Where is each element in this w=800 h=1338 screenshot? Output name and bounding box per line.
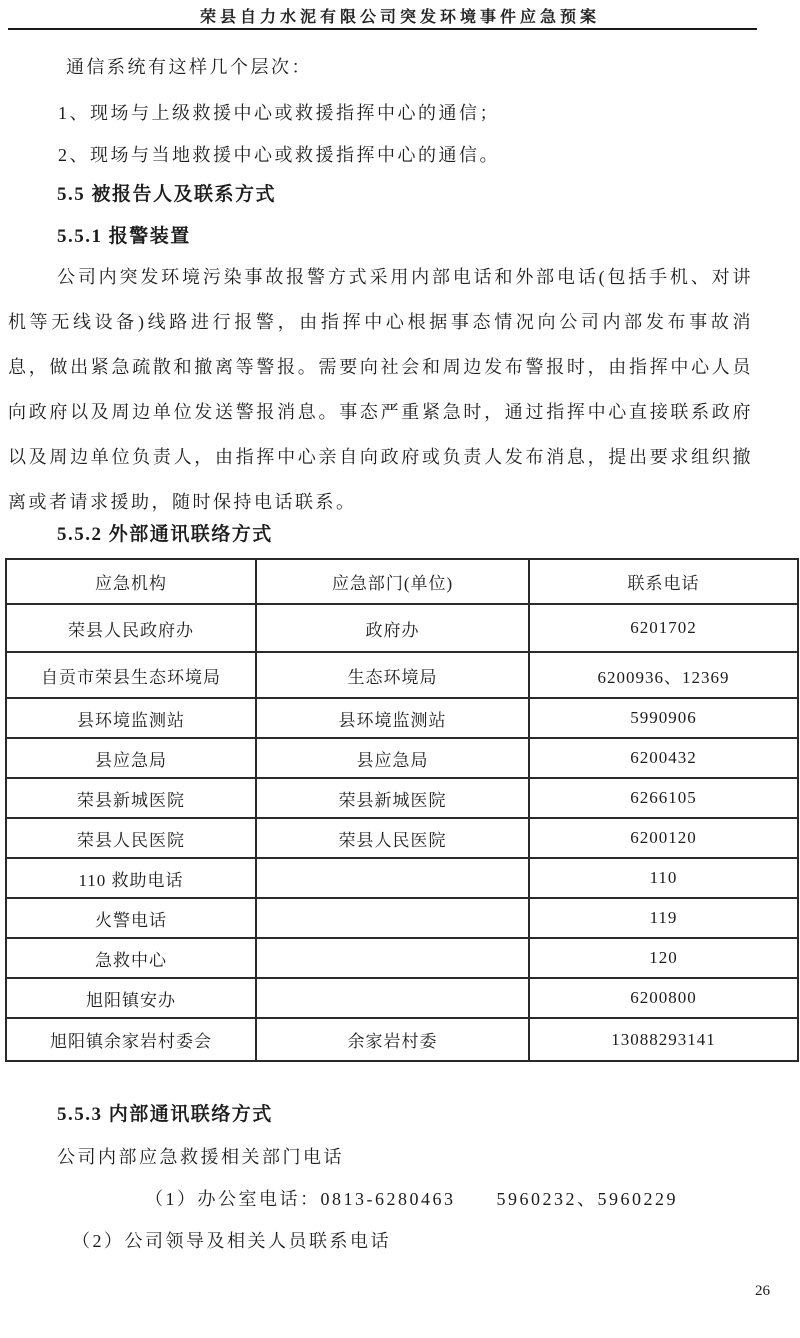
table-row [6, 938, 798, 978]
table-cell: 荣县人民政府办 [6, 604, 256, 652]
table-row [6, 698, 798, 738]
page-number: 26 [755, 1283, 770, 1299]
table-header-department: 应急部门(单位) [256, 559, 529, 604]
table-cell: 急救中心 [6, 938, 256, 978]
paragraph-5-5-3-intro: 公司内部应急救援相关部门电话 [57, 1147, 344, 1167]
contact-table-body [6, 604, 798, 1061]
table-cell: 6201702 [529, 604, 798, 652]
office-phone-item: （1）办公室电话：0813-6280463 5960232、5960229 [145, 1189, 678, 1209]
table-cell: 6200120 [529, 818, 798, 858]
table-cell: 110 [529, 858, 798, 898]
table-cell [256, 858, 529, 898]
table-row [6, 978, 798, 1018]
list-item-2: 2、现场与当地救援中心或救援指挥中心的通信。 [58, 145, 500, 165]
table-cell: 县环境监测站 [6, 698, 256, 738]
section-heading-5-5: 5.5 被报告人及联系方式 [57, 184, 277, 205]
section-heading-5-5-3: 5.5.3 内部通讯联络方式 [57, 1104, 273, 1125]
table-cell: 荣县新城医院 [256, 778, 529, 818]
table-header-phone: 联系电话 [529, 559, 798, 604]
intro-text: 通信系统有这样几个层次： [66, 57, 312, 77]
table-cell: 生态环境局 [256, 652, 529, 698]
table-row [6, 604, 798, 652]
table-row [6, 778, 798, 818]
table-cell: 5990906 [529, 698, 798, 738]
table-cell [256, 938, 529, 978]
table-cell: 6200936、12369 [529, 652, 798, 698]
table-cell: 余家岩村委 [256, 1018, 529, 1061]
section-heading-5-5-1: 5.5.1 报警装置 [57, 226, 191, 247]
table-row [6, 858, 798, 898]
table-cell: 旭阳镇余家岩村委会 [6, 1018, 256, 1061]
table-cell: 119 [529, 898, 798, 938]
table-cell: 6266105 [529, 778, 798, 818]
table-header-row [6, 559, 798, 604]
table-row [6, 652, 798, 698]
list-item-1: 1、现场与上级救援中心或救援指挥中心的通信； [58, 103, 500, 123]
table-cell: 县环境监测站 [256, 698, 529, 738]
table-cell: 荣县人民医院 [256, 818, 529, 858]
table-cell: 旭阳镇安办 [6, 978, 256, 1018]
external-contacts-table [5, 558, 799, 1062]
table-cell: 荣县人民医院 [6, 818, 256, 858]
table-cell: 县应急局 [6, 738, 256, 778]
table-row [6, 898, 798, 938]
paragraph-5-5-1: 公司内突发环境污染事故报警方式采用内部电话和外部电话(包括手机、对讲机等无线设备)线路进行报警，由指挥中心根据事态情况向公司内部发布事故消息，做出紧急疏散和撤离等警报。需要向社会和周边发布警报时，由指挥中心人员向政府以及周边单位发送警报消息。事态严重紧急时，通过指挥中心直接联系政府以及周边单位负责人，由指挥中心亲自向政府或负责人发布消息，提出要求组织撤离或者请求援助，随时保持电话联系。 [8, 267, 753, 512]
table-cell: 6200800 [529, 978, 798, 1018]
page-header-title: 荣县自力水泥有限公司突发环境事件应急预案 [199, 9, 600, 26]
table-cell: 荣县新城医院 [6, 778, 256, 818]
table-cell: 政府办 [256, 604, 529, 652]
table-header-agency: 应急机构 [6, 559, 256, 604]
table-cell: 120 [529, 938, 798, 978]
table-cell: 火警电话 [6, 898, 256, 938]
table-cell: 6200432 [529, 738, 798, 778]
table-row [6, 818, 798, 858]
table-cell: 13088293141 [529, 1018, 798, 1061]
section-heading-5-5-2: 5.5.2 外部通讯联络方式 [57, 524, 273, 545]
table-row [6, 738, 798, 778]
header-divider [8, 28, 757, 30]
table-cell [256, 898, 529, 938]
table-cell [256, 978, 529, 1018]
table-cell: 110 救助电话 [6, 858, 256, 898]
table-cell: 县应急局 [256, 738, 529, 778]
table-cell: 自贡市荣县生态环境局 [6, 652, 256, 698]
leaders-phone-item: （2）公司领导及相关人员联系电话 [72, 1231, 391, 1251]
table-row [6, 1018, 798, 1061]
